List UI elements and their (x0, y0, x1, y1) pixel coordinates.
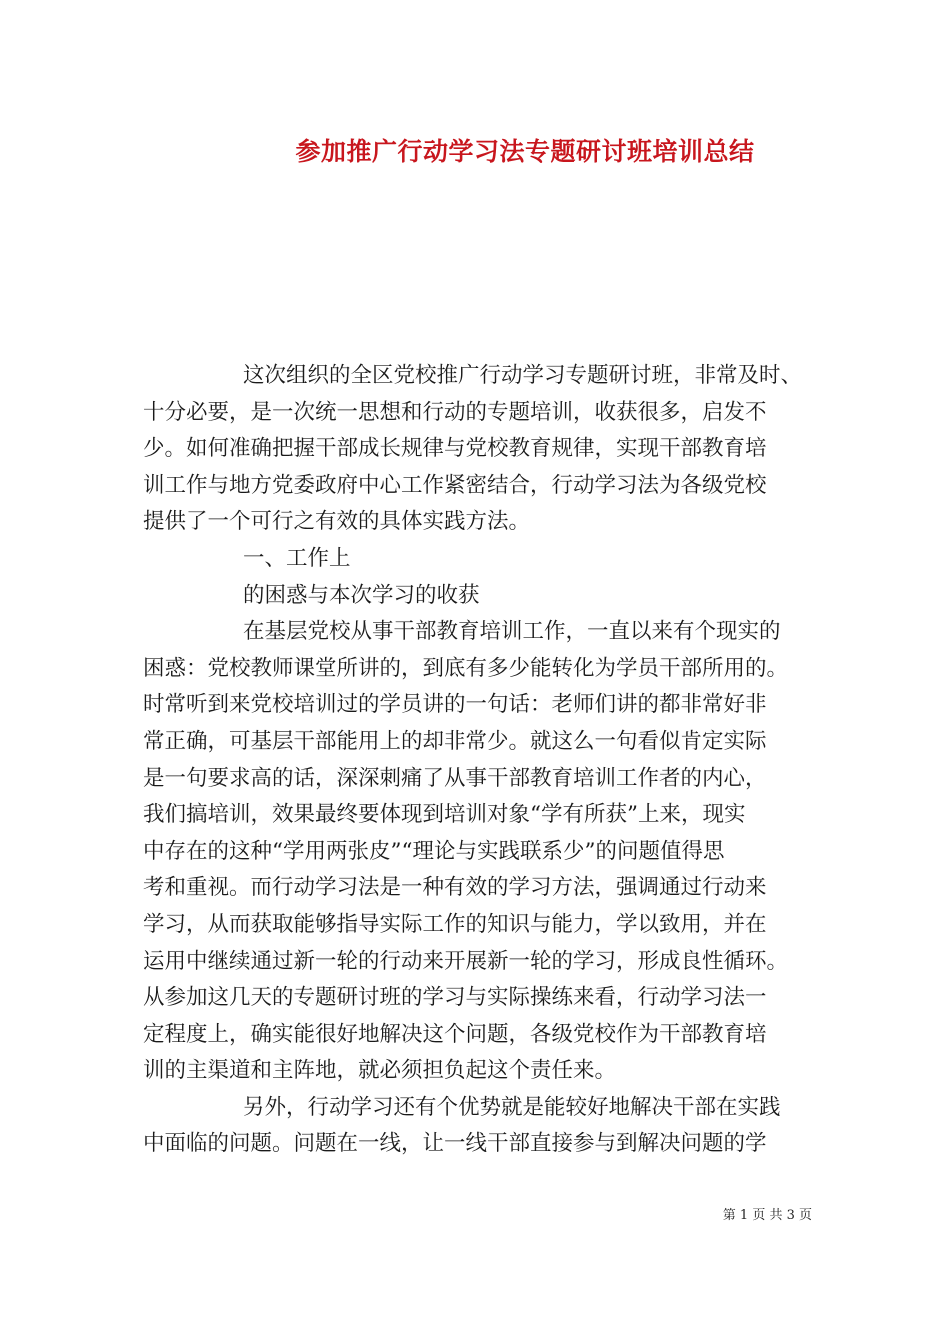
body-line: 考和重视。而行动学习法是一种有效的学习方法，强调通过行动来 (143, 875, 767, 901)
body-line: 中存在的这种“学用两张皮”“理论与实践联系少”的问题值得思 (143, 838, 725, 864)
body-line: 一、工作上 (243, 545, 351, 571)
page-footer: 第 1 页 共 3 页 (722, 1208, 812, 1223)
body-line: 提供了一个可行之有效的具体实践方法。 (143, 509, 531, 535)
body-line: 训工作与地方党委政府中心工作紧密结合，行动学习法为各级党校 (143, 472, 767, 498)
document-body (143, 358, 811, 1163)
body-line: 常正确，可基层干部能用上的却非常少。就这么一句看似肯定实际 (143, 728, 767, 754)
body-line: 是一句要求高的话，深深刺痛了从事干部教育培训工作者的内心， (143, 765, 767, 791)
body-line: 的困惑与本次学习的收获 (243, 582, 480, 608)
body-line: 运用中继续通过新一轮的行动来开展新一轮的学习，形成良性循环。 (143, 948, 789, 974)
document-title: 参加推广行动学习法专题研讨班培训总结 (295, 137, 755, 166)
body-line: 这次组织的全区党校推广行动学习专题研讨班，非常及时、 (243, 363, 803, 388)
body-line: 十分必要，是一次统一思想和行动的专题培训，收获很多，启发不 (143, 399, 767, 425)
body-line: 从参加这几天的专题研讨班的学习与实际操练来看，行动学习法一 (143, 985, 767, 1011)
body-line: 定程度上，确实能很好地解决这个问题，各级党校作为干部教育培 (143, 1021, 767, 1047)
body-line: 少。如何准确把握干部成长规律与党校教育规律，实现干部教育培 (143, 436, 767, 462)
body-line: 在基层党校从事干部教育培训工作，一直以来有个现实的 (243, 619, 781, 645)
body-line: 另外，行动学习还有个优势就是能较好地解决干部在实践 (243, 1094, 781, 1120)
body-line: 时常听到来党校培训过的学员讲的一句话：老师们讲的都非常好非 (143, 692, 767, 718)
body-line: 中面临的问题。问题在一线，让一线干部直接参与到解决问题的学 (143, 1131, 767, 1157)
body-line: 我们搞培训，效果最终要体现到培训对象“学有所获”上来，现实 (143, 802, 746, 828)
body-line: 学习，从而获取能够指导实际工作的知识与能力，学以致用，并在 (143, 911, 767, 937)
body-line: 困惑：党校教师课堂所讲的，到底有多少能转化为学员干部所用的。 (143, 655, 789, 681)
body-line: 训的主渠道和主阵地，就必须担负起这个责任来。 (143, 1058, 617, 1084)
